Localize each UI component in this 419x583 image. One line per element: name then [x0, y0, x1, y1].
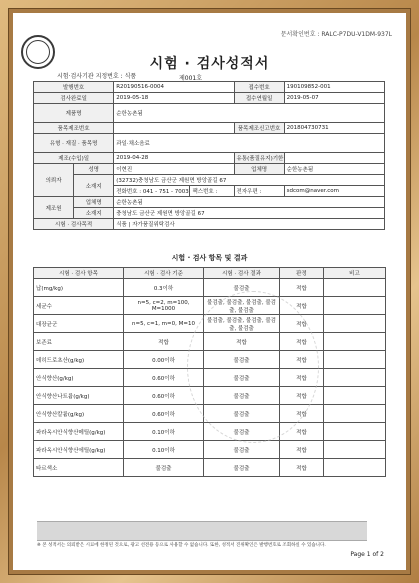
cell-verdict: 적합 — [280, 315, 324, 333]
fax: 팩스번호 : — [190, 186, 234, 197]
product-type: 과일·채소음료 — [114, 134, 385, 153]
cell-result: 불검출 — [204, 405, 280, 423]
cell-result: 불검출 — [204, 369, 280, 387]
cell-item: 타르색소 — [34, 459, 124, 477]
cell-note — [324, 405, 386, 423]
cell-std: 0.60이하 — [124, 369, 204, 387]
cell-std: 적합 — [124, 333, 204, 351]
cell-item: 안식향산(g/kg) — [34, 369, 124, 387]
receipt-date: 2019-05-07 — [284, 93, 384, 104]
page-title: 시험 · 검사성적서 — [149, 56, 270, 72]
footnote: ※ 본 성적서는 의뢰받은 시료에 한정된 것으로, 광고 선전용 등으로 사용할 수 없습니다. 또한, 성적서 진위확인은 발행번호로 조회하실 수 있습니다. — [37, 543, 326, 548]
cell-item: 보존료 — [34, 333, 124, 351]
cell-std: n=5, c=1, m=0, M=10 — [124, 315, 204, 333]
cell-verdict: 적합 — [280, 333, 324, 351]
table-row — [34, 279, 386, 297]
test-purpose: 식품 | 자가품질위탁검사 — [114, 219, 385, 230]
cell-note — [324, 441, 386, 459]
cell-verdict: 적합 — [280, 441, 324, 459]
phone: 전화번호 : 041 - 751 - 7003 — [114, 186, 190, 197]
maker-company: 순한농촌됨 — [114, 197, 385, 208]
label: 전자우편 : — [234, 186, 284, 197]
cell-item: 파라옥시안식향산에틸(g/kg) — [34, 441, 124, 459]
cell-verdict: 적합 — [280, 279, 324, 297]
cell-std: 0.60이하 — [124, 405, 204, 423]
report-number — [114, 123, 234, 134]
cell-result: 적합 — [204, 333, 280, 351]
maker-address: 충청남도 금산군 제원면 방앙골길 67 — [114, 208, 385, 219]
certificate-number: 제001호 — [179, 75, 203, 82]
signature-mark — [187, 291, 319, 443]
cell-note — [324, 297, 386, 315]
cell-item: 데히드로초산(g/kg) — [34, 351, 124, 369]
cell-std: 0.10이하 — [124, 423, 204, 441]
report-registration: 201804730731 — [284, 123, 384, 134]
cell-result: 불검출 — [204, 423, 280, 441]
table-row — [34, 423, 386, 441]
label: 소재지 — [74, 175, 114, 197]
cell-result: 불검출 — [204, 279, 280, 297]
email: sdcom@naver.com — [284, 186, 384, 197]
issue-number: R20190516-0004 — [114, 82, 234, 93]
official-stamp-strip — [37, 521, 367, 541]
column-header: 시험 · 검사 항목 — [34, 268, 124, 279]
cell-note — [324, 369, 386, 387]
cell-item: 안식향산칼륨(g/kg) — [34, 405, 124, 423]
cell-result: 불검출 — [204, 459, 280, 477]
product-name: 순한농촌됨 — [114, 104, 385, 123]
label: 접수연월일 — [234, 93, 284, 104]
cell-note — [324, 333, 386, 351]
label: 업체명 — [234, 164, 284, 175]
cell-note — [324, 351, 386, 369]
requester-company: 순한농촌됨 — [284, 164, 384, 175]
cell-std: 불검출 — [124, 459, 204, 477]
manufacture-date: 2019-04-28 — [114, 153, 234, 164]
cell-result: 불검출 — [204, 351, 280, 369]
cell-note — [324, 387, 386, 405]
cell-note — [324, 423, 386, 441]
cell-item: 납(mg/kg) — [34, 279, 124, 297]
column-header: 판정 — [280, 268, 324, 279]
cell-std: 0.3이하 — [124, 279, 204, 297]
section-title: 시험 · 검사 항목 및 결과 — [171, 254, 248, 262]
label: 검사완료일 — [34, 93, 114, 104]
cell-verdict: 적합 — [280, 423, 324, 441]
cell-result: 불검출, 불검출, 불검출, 불검출, 불검출 — [204, 297, 280, 315]
label: 접수번호 — [234, 82, 284, 93]
label: 유통(품질유지)기한 — [234, 153, 284, 164]
column-header: 시험 · 검사 결과 — [204, 268, 280, 279]
cell-item: 안식향산나트륨(g/kg) — [34, 387, 124, 405]
cell-item: 파라옥시안식향산메틸(g/kg) — [34, 423, 124, 441]
label: 품목제조번호 — [34, 123, 114, 134]
cell-verdict: 적합 — [280, 459, 324, 477]
info-table — [33, 81, 385, 230]
document-number: 문서확인번호 : RALC-P7DU-V1DM-937L — [280, 31, 392, 38]
column-header: 시험 · 검사 기준 — [124, 268, 204, 279]
cell-verdict: 적합 — [280, 405, 324, 423]
requester-name: 이현진 — [114, 164, 234, 175]
label: 제품명 — [34, 104, 114, 123]
cell-result: 불검출, 불검출, 불검출, 불검출, 불검출 — [204, 315, 280, 333]
cell-std: n=5, c=2, m=100, M=1000 — [124, 297, 204, 315]
cell-verdict: 적합 — [280, 297, 324, 315]
cell-item: 세균수 — [34, 297, 124, 315]
cell-result: 불검출 — [204, 387, 280, 405]
column-header: 비고 — [324, 268, 386, 279]
test-date: 2019-05-18 — [114, 93, 234, 104]
label: 시험 · 검사목적 — [34, 219, 114, 230]
page-number: Page 1 of 2 — [350, 551, 384, 558]
cell-result: 불검출 — [204, 441, 280, 459]
label: 제조(수입)일 — [34, 153, 114, 164]
cell-note — [324, 459, 386, 477]
label: 품목제조신고번호 — [234, 123, 284, 134]
cell-verdict: 적합 — [280, 369, 324, 387]
agency-label: 시험·검사기관 지정번호 : 식품 — [57, 73, 137, 80]
requester-address: (32732)충청남도 금산군 제원면 방앙골길 67 — [114, 175, 385, 186]
cell-verdict: 적합 — [280, 387, 324, 405]
label: 유형 · 재질 · 품목명 — [34, 134, 114, 153]
cell-verdict: 적합 — [280, 351, 324, 369]
table-row — [34, 441, 386, 459]
table-row — [34, 459, 386, 477]
cell-std: 0.00이하 — [124, 351, 204, 369]
label: 의뢰자 — [34, 164, 74, 197]
label: 성명 — [74, 164, 114, 175]
label: 소재지 — [74, 208, 114, 219]
label: 제조원 — [34, 197, 74, 219]
cell-note — [324, 315, 386, 333]
label: 발행번호 — [34, 82, 114, 93]
cell-note — [324, 279, 386, 297]
cell-std: 0.10이하 — [124, 441, 204, 459]
label: 업체명 — [74, 197, 114, 208]
certificate-paper — [13, 13, 406, 570]
receipt-number: 190109852-001 — [284, 82, 384, 93]
cell-item: 대장균군 — [34, 315, 124, 333]
expiry-date — [284, 153, 384, 164]
cell-std: 0.60이하 — [124, 387, 204, 405]
